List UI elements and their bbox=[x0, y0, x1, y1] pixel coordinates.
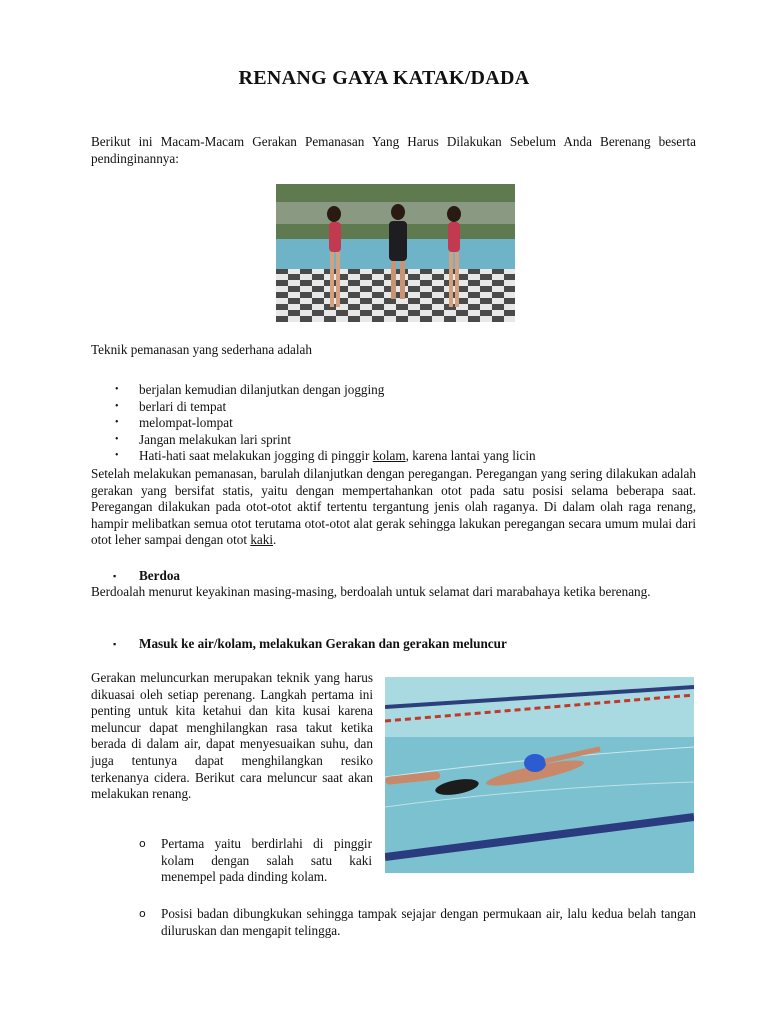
kaki-link[interactable]: kaki bbox=[250, 532, 274, 548]
pray-paragraph: Berdoalah menurut keyakinan masing-masing, berdoalah untuk selamat dari marabahaya ketika berenang. bbox=[91, 584, 651, 599]
square-bullet-icon: ▪ bbox=[113, 639, 117, 649]
technique-intro: Teknik pemanasan yang sederhana adalah bbox=[91, 342, 312, 357]
kolam-link[interactable]: kolam bbox=[372, 448, 406, 464]
bullet-icon: • bbox=[115, 433, 119, 445]
page-title: RENANG GAYA KATAK/DADA bbox=[238, 67, 530, 89]
glide-paragraph: Gerakan meluncurkan merupakan teknik yang harus dikuasai oleh setiap perenang. Langkah pertama ini penting untuk kita ketahui dan kita kusai karena meluncur dapat menghilangkan rasa takut ketika berada di dalam air, dapat menyesuaikan suhu, dan juga tentunya dapat menghilangkan resiko terkenanya cidera. Berikut cara meluncur saat akan melakukan renang. bbox=[91, 670, 373, 802]
circle-bullet-icon: o bbox=[139, 837, 146, 850]
bullet-icon: • bbox=[115, 400, 119, 412]
list-item: • Jangan melakukan lari sprint bbox=[115, 431, 291, 447]
list-item: • berlari di tempat bbox=[115, 398, 227, 414]
list-item: • berjalan kemudian dilanjutkan dengan jogging bbox=[115, 382, 385, 397]
square-bullet-icon: ▪ bbox=[113, 571, 117, 581]
intro-paragraph: Berikut ini Macam-Macam Gerakan Pemanasan Yang Harus Dilakukan Sebelum Anda Berenang beserta pendinginannya: bbox=[91, 134, 696, 166]
warmup-stretch-photo bbox=[276, 184, 515, 322]
warmup-list bbox=[91, 382, 696, 465]
list-item: • melompat-lompat bbox=[115, 415, 233, 431]
bullet-icon: • bbox=[115, 417, 119, 429]
bullet-icon: • bbox=[115, 384, 119, 395]
bullet-icon: • bbox=[115, 450, 119, 462]
list-item: • Hati-hati saat melakukan jogging di pinggir kolam, karena lantai yang licin bbox=[115, 448, 536, 464]
stretching-paragraph: Setelah melakukan pemanasan, barulah dilanjutkan dengan peregangan. Peregangan yang sering dilakukan adalah gerakan yang bersifat statis, yaitu dengan mempertahankan otot pada satu posisi selama beberapa saat. Peregangan dilakukan pada otot-otot aktif tertentu tergantung jenis olah raganya. Di dalam olah raga renang, hampir melibatkan semua otot terutama otot-otot alat gerak sehingga lakukan peregangan secara umum mulai dari otot leher sampai dengan otot kaki. bbox=[91, 466, 696, 548]
swimmer-glide-photo bbox=[385, 677, 694, 873]
document-page: RENANG GAYA KATAK/DADA Berikut ini Macam-Macam Gerakan Pemanasan Yang Harus Dilakukan Sebelum Anda Berenang beserta pendinginannya: Teknik pemanasan yang sederhana adalah • berjalan kemudian dilanjutkan dengan jogging • berlari di tempat • melompat-lompat • Jangan melakukan lari sprint • Hati-hati saat melakukan jogging di pinggir kolam, karena lantai yang licin Setelah melakukan pemanasan, barulah dilanjutkan dengan peregangan. Peregangan yang sering dilakukan adalah gerakan yang bersifat statis, yaitu dengan mempertahankan otot pada satu posisi selama beberapa saat. Peregangan dilakukan pada otot-otot aktif tertentu tergantung jenis olah raganya. Di dalam olah raga renang, hampir melibatkan semua otot terutama otot-otot alat gerak sehingga lakukan peregangan secara umum mulai dari otot leher sampai dengan otot kaki. ▪ Berdoa Berdoalah menurut keyakinan masing-masing, berdoalah untuk selamat dari marabahaya ketika berenang. ▪ Masuk ke air/kolam, melakukan Gerakan dan gerakan meluncur Gerakan meluncurkan merupakan teknik yang harus dikuasai oleh setiap perenang. Langkah pertama ini penting untuk kita ketahui dan kita kusai karena meluncur dapat menghilangkan rasa takut ketika berada di dalam air, dapat menyesuaikan suhu, dan juga tentunya dapat menghilangkan resiko terkenanya cidera. Berikut cara meluncur saat akan melakukan renang. o Pertama yaitu berdirlahi di pinggir kolam dengan salah satu kaki menempel pada dinding kolam. o Posisi badan dibungkukan sehingga tampak sejajar dengan permukaan air, lalu kedua belah tangan diluruskan dan mengapit telingga. bbox=[0, 0, 768, 1024]
circle-bullet-icon: o bbox=[139, 907, 146, 920]
